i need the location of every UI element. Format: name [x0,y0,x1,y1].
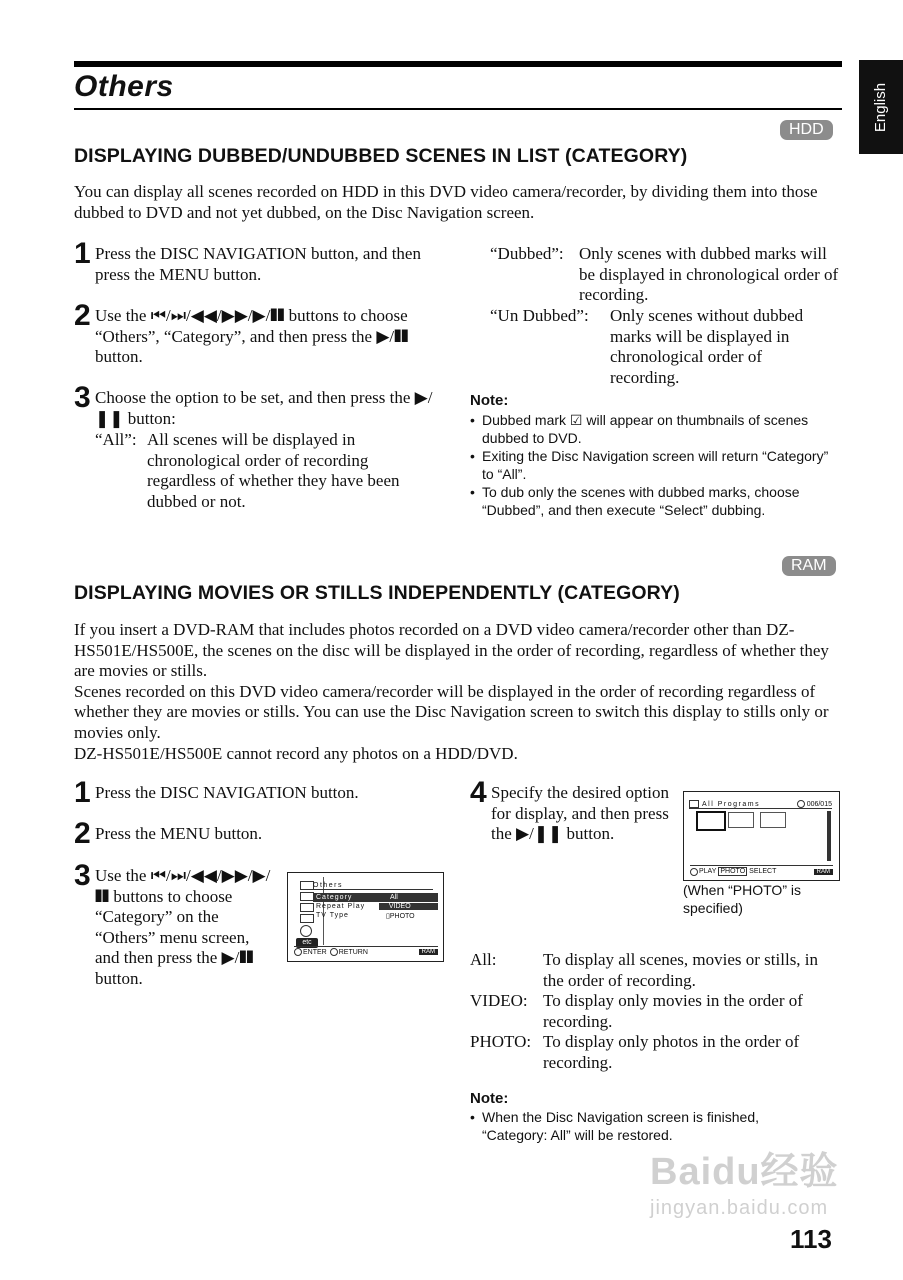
s1-note-item: • To dub only the scenes with dubbed marks, choose “Dubbed”, and then execute “Select” dubbing. [470,483,842,519]
menu-footer-ram: RAM [419,949,438,955]
s2-step-3 [74,859,274,990]
nav-counter: 006/015 [806,800,832,808]
page-number: 113 [790,1224,832,1254]
etc-icon: etc [296,938,318,948]
s2-option-all-value: To display all scenes, movies or stills, in the order of recording. [543,950,819,990]
nav-header [689,800,832,809]
language-tab [859,60,903,154]
s2-step-1-number: 1 [74,776,91,809]
menu-title: Others [313,882,433,890]
s2-step-2-number: 2 [74,817,91,850]
nav-screen-caption: (When “PHOTO” is specified) [683,882,801,916]
s2-intro-para: If you insert a DVD-RAM that includes photos recorded on a DVD video camera/recorder other than DZ-HS501E/HS500E, the scenes on the disc will be displayed in the order of recording, regardless of whether they are movies or stills. [74,620,829,681]
menu-rows [313,893,438,920]
menu-row-repeat [313,902,438,911]
s1-option-undubbed-key: “Un Dubbed”: [490,306,589,325]
s1-option-dubbed-value: Only scenes with dubbed marks will be displayed in chronological order of recording. [579,244,839,305]
camera-icon [797,800,805,808]
s1-option-dubbed-key: “Dubbed”: [490,244,564,263]
s1-step-2-number: 2 [74,299,91,332]
section1-heading: DISPLAYING DUBBED/UNDUBBED SCENES IN LIST (CATEGORY) [74,145,688,167]
section2-heading: DISPLAYING MOVIES OR STILLS INDEPENDENTLY (CATEGORY) [74,582,680,604]
s2-step-3-text: Use the ⏮/⏭/◀◀/▶▶/▶/❚❚ buttons to choose “Category” on the “Others” menu screen, and then press the ▶/❚❚ button. [95,866,271,988]
s1-note-list [470,411,842,519]
s2-note-list [470,1108,810,1144]
s1-note-item: • Exiting the Disc Navigation screen will return “Category” to “All”. [470,447,842,483]
nav-footer-play: PLAY [699,868,717,875]
s2-intro-para: DZ-HS501E/HS500E cannot record any photos on a HDD/DVD. [74,743,518,763]
s2-step-4-number: 4 [470,776,487,809]
s2-option-all-key: All: [470,950,497,969]
s2-option-video-key: VIDEO: [470,991,528,1010]
menu-row-label: Repeat Play [316,903,366,910]
s2-step-2-text: Press the MENU button. [95,824,263,843]
s2-step-3-number: 3 [74,859,91,892]
menu-row-value: VIDEO [379,903,438,910]
s2-note-item: • When the Disc Navigation screen is finished, “Category: All” will be restored. [470,1108,810,1144]
nav-footer [690,865,833,876]
thumbnail [728,812,754,828]
s1-option-undubbed-value: Only scenes without dubbed marks will be displayed in chronological order of recording. [610,306,804,387]
s1-option-dubbed [490,244,845,306]
thumbnail [760,812,786,828]
s1-step-3 [74,381,444,429]
s2-option-video [470,991,842,1032]
s2-option-photo [470,1032,842,1073]
s1-note-item: • Dubbed mark ☑ will appear on thumbnails of scenes dubbed to DVD. [470,411,842,447]
s2-note-heading: Note: [470,1090,509,1107]
nav-title: All Programs [702,800,761,808]
title-underline [74,108,842,110]
section2-intro [74,620,842,764]
disc-icon [300,925,312,937]
s1-option-all-key: “All”: [95,430,137,449]
language-tab-label: English [872,82,890,132]
return-icon [330,948,338,956]
menu-row-tvtype [313,911,438,920]
s1-step-3-number: 3 [74,381,91,414]
program-icon [300,892,314,901]
watermark-brand: Baidu经验 [650,1151,839,1193]
s1-step-1-number: 1 [74,237,91,270]
s1-option-all [95,430,440,512]
s2-option-all [470,950,842,991]
ram-badge: RAM [782,556,836,576]
s1-step-3-text: Choose the option to be set, and then press the ▶/❚❚ button: [95,388,433,428]
menu-row-value: ▯PHOTO [386,912,415,920]
top-rule [74,61,842,67]
s2-option-photo-key: PHOTO: [470,1032,532,1051]
menu-footer-return: RETURN [338,948,368,956]
s1-step-1 [74,237,444,285]
s2-step-1 [74,776,444,809]
page-title: Others [74,70,174,103]
playlist-icon [300,903,314,912]
s2-option-photo-value: To display only photos in the order of recording. [543,1032,800,1072]
s2-step-2 [74,817,444,850]
scene-icon [300,881,314,890]
scrollbar [827,811,831,861]
menu-footer [294,946,438,956]
enter-icon [294,948,302,956]
program-icon [689,800,699,808]
play-icon [690,868,698,876]
copy-icon [300,914,314,923]
s2-step-1-text: Press the DISC NAVIGATION button. [95,783,359,802]
hdd-badge: HDD [780,120,833,140]
nav-footer-select: SELECT [749,868,777,875]
s2-intro-para: Scenes recorded on this DVD video camera/recorder will be displayed in the order of recording regardless of whether they are movies or stills. You can use the Disc Navigation screen to switch this display to stills only or movies only. [74,681,829,742]
disc-nav-screen [683,791,840,881]
s2-step-4-text: Specify the desired option for display, and then press the ▶/❚❚ button. [491,783,669,844]
menu-row-category [313,893,438,902]
s2-option-video-value: To display only movies in the order of recording. [543,991,803,1031]
s1-step-1-text: Press the DISC NAVIGATION button, and then press the MENU button. [95,244,421,284]
others-menu-screen [287,872,444,962]
section1-intro: You can display all scenes recorded on HDD in this DVD video camera/recorder, by dividing them into those dubbed to DVD and not yet dubbed, on the Disc Navigation screen. [74,182,818,222]
s1-option-all-value: All scenes will be displayed in chronological order of recording regardless of whether they have been dubbed or not. [147,430,400,511]
watermark-url: jingyan.baidu.com [650,1197,829,1219]
menu-row-value: All [390,894,398,901]
s2-step-4 [470,776,670,845]
s1-option-undubbed [490,306,830,388]
menu-row-label: TV Type [316,912,349,919]
watermark [650,1140,839,1220]
menu-row-label: Category [316,894,353,901]
nav-footer-photo: PHOTO [720,868,746,875]
s1-step-2 [74,299,444,368]
nav-footer-ram: RAM [814,869,833,875]
s1-step-2-text: Use the ⏮/⏭/◀◀/▶▶/▶/❚❚ buttons to choose “Others”, “Category”, and then press the ▶/❚❚ button. [95,306,409,367]
thumbnail-selected [696,811,726,831]
menu-footer-enter: ENTER [303,948,327,956]
s1-note-heading: Note: [470,392,509,409]
